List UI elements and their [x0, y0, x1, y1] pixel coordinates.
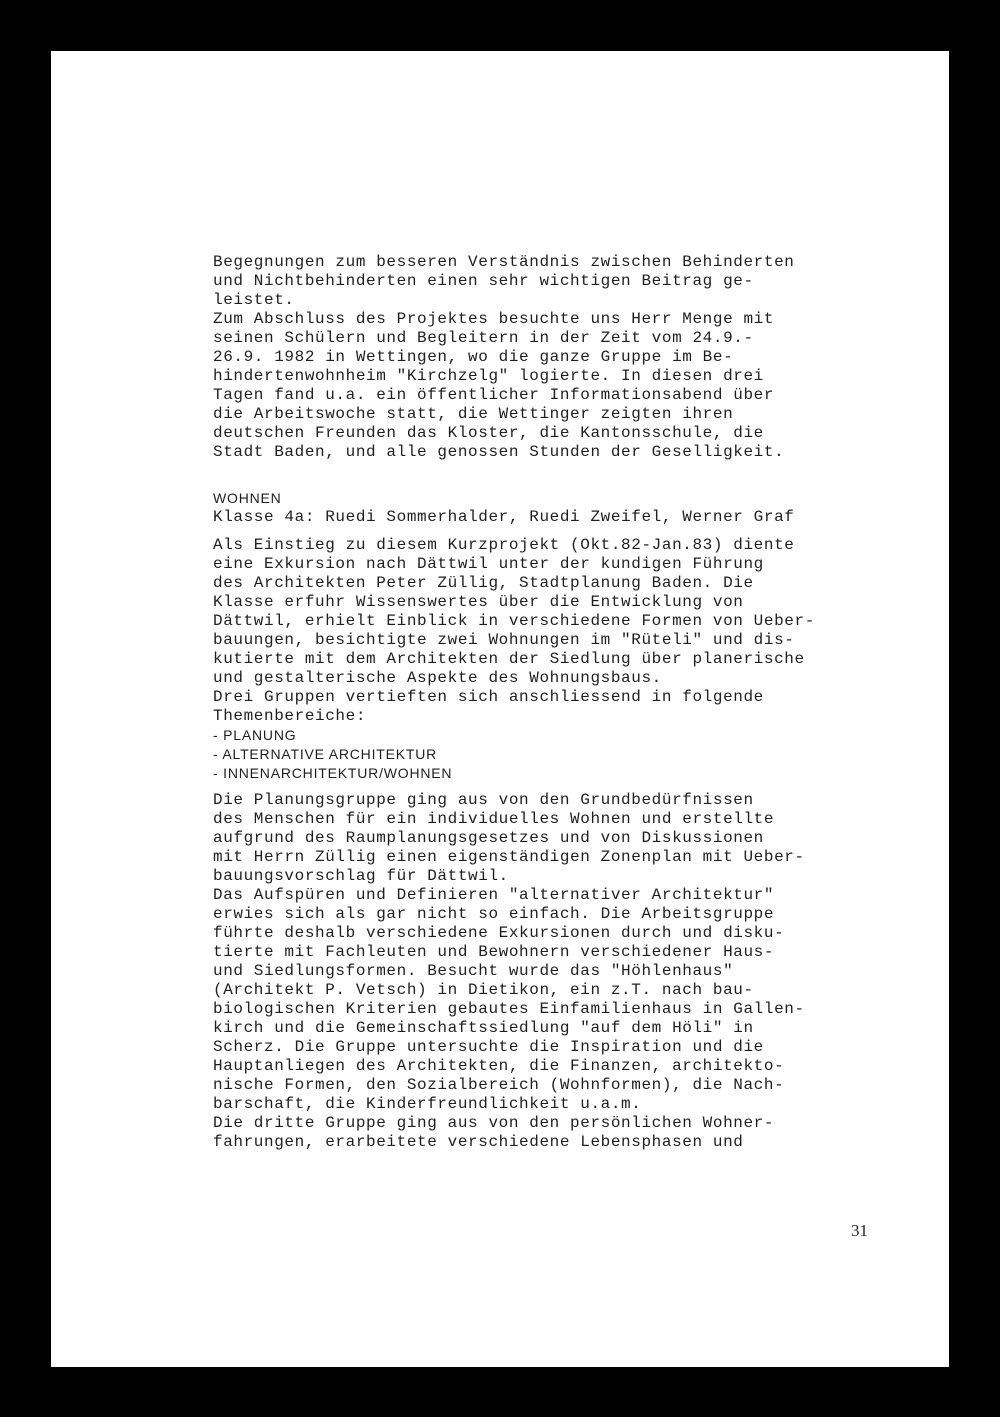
text-line: Das Aufspüren und Definieren "alternativer Architektur" — [213, 886, 775, 904]
text-line: Die dritte Gruppe ging aus von den persönlichen Wohner- — [213, 1114, 775, 1132]
heading-wohnen: WOHNEN — [213, 490, 282, 506]
text-line: die Arbeitswoche statt, die Wettinger zeigten ihren — [213, 405, 734, 423]
text-line: hindertenwohnheim "Kirchzelg" logierte. In diesen drei — [213, 367, 764, 385]
text-line: Themenbereiche: — [213, 707, 367, 725]
text-line: (Architekt P. Vetsch) in Dietikon, ein z.T. nach bau- — [213, 981, 754, 999]
text-line: nische Formen, den Sozialbereich (Wohnformen), die Nach- — [213, 1076, 785, 1094]
page-number: 31 — [851, 1221, 868, 1240]
text-line: bauungsvorschlag für Dättwil. — [213, 867, 509, 885]
text-line: eine Exkursion nach Dättwil unter der kundigen Führung — [213, 555, 764, 573]
text-line: aufgrund des Raumplanungsgesetzes und von Diskussionen — [213, 829, 764, 847]
text-line: Hauptanliegen des Architekten, die Finanzen, architekto- — [213, 1057, 785, 1075]
text-line: Stadt Baden, und alle genossen Stunden der Geselligkeit. — [213, 443, 785, 461]
text-line: Scherz. Die Gruppe untersuchte die Inspiration und die — [213, 1038, 764, 1056]
text-line: und Siedlungsformen. Besucht wurde das "Höhlenhaus" — [213, 962, 734, 980]
text-line: erwies sich als gar nicht so einfach. Die Arbeitsgruppe — [213, 905, 775, 923]
text-line: Die Planungsgruppe ging aus von den Grundbedürfnissen — [213, 791, 754, 809]
text-line: Als Einstieg zu diesem Kurzprojekt (Okt.82-Jan.83) diente — [213, 536, 795, 554]
topic-item: - PLANUNG — [213, 727, 297, 743]
text-line: mit Herrn Züllig einen eigenständigen Zonenplan mit Ueber- — [213, 848, 805, 866]
text-line: Dättwil, erhielt Einblick in verschiedene Formen von Ueber- — [213, 612, 815, 630]
text-line: fahrungen, erarbeitete verschiedene Lebensphasen und — [213, 1133, 744, 1151]
text-line: kutierte mit dem Architekten der Siedlung über planerische — [213, 650, 805, 668]
paragraph-intro — [213, 253, 913, 462]
text-line: seinen Schülern und Begleitern in der Zeit vom 24.9.- — [213, 329, 754, 347]
text-line: 26.9. 1982 in Wettingen, wo die ganze Gruppe im Be- — [213, 348, 734, 366]
paragraph-groups — [213, 791, 913, 1152]
text-line: bauungen, besichtigte zwei Wohnungen im "Rüteli" und dis- — [213, 631, 795, 649]
text-line: barschaft, die Kinderfreundlichkeit u.a.m. — [213, 1095, 642, 1113]
text-line: und gestalterische Aspekte des Wohnungsbaus. — [213, 669, 662, 687]
topics-list — [213, 726, 913, 783]
section-heading — [213, 489, 913, 508]
text-line: kirch und die Gemeinschaftssiedlung "auf dem Höli" in — [213, 1019, 754, 1037]
text-line: und Nichtbehinderten einen sehr wichtigen Beitrag ge- — [213, 272, 754, 290]
class-line — [213, 508, 913, 527]
text-line: leistet. — [213, 291, 295, 309]
text-line: biologischen Kriterien gebautes Einfamilienhaus in Gallen- — [213, 1000, 805, 1018]
text-line: Begegnungen zum besseren Verständnis zwischen Behinderten — [213, 253, 795, 271]
paragraph-excursion — [213, 536, 913, 726]
text-line: des Menschen für ein individuelles Wohnen und erstellte — [213, 810, 775, 828]
text-line: führte deshalb verschiedene Exkursionen durch und disku- — [213, 924, 785, 942]
topic-item: - INNENARCHITEKTUR/WOHNEN — [213, 765, 453, 781]
text-line: Zum Abschluss des Projektes besuchte uns Herr Menge mit — [213, 310, 775, 328]
class-teachers: Klasse 4a: Ruedi Sommerhalder, Ruedi Zweifel, Werner Graf — [213, 508, 795, 526]
topic-item: - ALTERNATIVE ARCHITEKTUR — [213, 746, 438, 762]
text-line: des Architekten Peter Züllig, Stadtplanung Baden. Die — [213, 574, 754, 592]
text-line: Drei Gruppen vertieften sich anschliessend in folgende — [213, 688, 764, 706]
document-page — [51, 51, 949, 1367]
text-line: deutschen Freunden das Kloster, die Kantonsschule, die — [213, 424, 764, 442]
text-line: tierte mit Fachleuten und Bewohnern verschiedener Haus- — [213, 943, 775, 961]
text-line: Klasse erfuhr Wissenswertes über die Entwicklung von — [213, 593, 744, 611]
text-line: Tagen fand u.a. ein öffentlicher Informationsabend über — [213, 386, 775, 404]
